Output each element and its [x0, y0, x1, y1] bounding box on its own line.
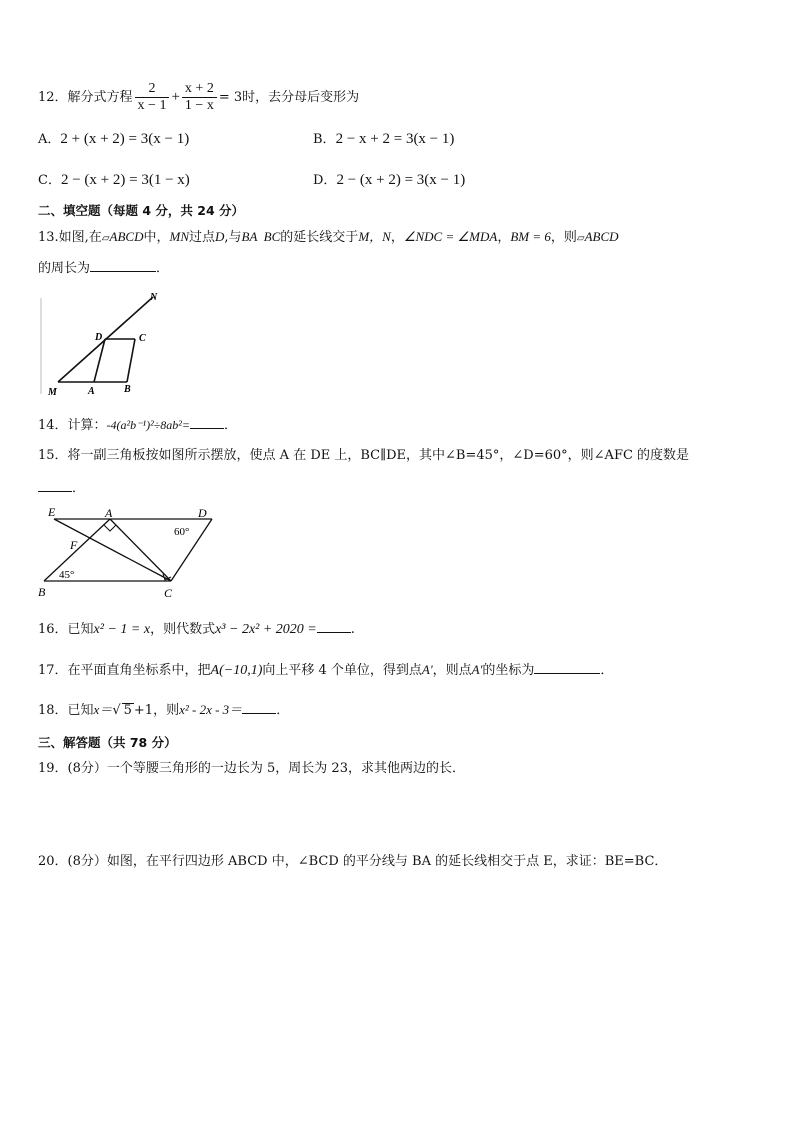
q12-fraction-2: $\frac{x + 2}{1 - x}$ [182, 81, 217, 114]
q12-stem [38, 80, 359, 115]
q12-eq-tail: = 3时，去分母后变形为 [218, 90, 360, 105]
q18-answer-blank[interactable] [242, 701, 276, 714]
q13-figure [38, 290, 168, 400]
label-f: F [70, 538, 78, 552]
line-cb [127, 339, 135, 382]
q13-answer-blank[interactable] [90, 259, 156, 272]
q15-answer-blank[interactable] [38, 479, 72, 492]
angle-45-label: 45° [59, 569, 75, 581]
label-b: B [124, 384, 131, 395]
q12-option-a[interactable]: A．2 + (x + 2) = 3(x − 1) [38, 131, 190, 147]
q20: 20．(8分）如图，在平行四边形 ABCD 中，∠BCD 的平分线与 BA 的延长线相交于点 E，求证：BE=BC． [38, 854, 668, 869]
q14-answer-blank[interactable] [190, 416, 224, 429]
q19: 19．(8分）一个等腰三角形的一边长为 5，周长为 23，求其他两边的长． [38, 761, 465, 776]
q12-option-b[interactable]: B．2 − x + 2 = 3(x − 1) [313, 131, 455, 147]
q17-answer-blank[interactable] [534, 661, 600, 674]
label-b: B [38, 585, 46, 599]
q13-line-1: 13.如图,在▱ABCD中，MN过点D,与BA BC的延长线交于M，N，∠NDC = ∠MDA，BM = 6，则▱ABCD [38, 229, 619, 245]
parallelogram-icon: ▱ [101, 233, 110, 244]
q12-option-d[interactable]: D．2 − (x + 2) = 3(x − 1) [313, 172, 466, 188]
label-a: A [88, 386, 95, 397]
q16-answer-blank[interactable] [317, 620, 351, 633]
line-ac [110, 519, 171, 581]
q18: 18．已知x＝√ 5 +1，则x² - 2x - 3＝ ． [38, 702, 290, 718]
label-d: D [95, 332, 103, 343]
q15-figure [36, 504, 216, 600]
section-2-title: 二、填空题（每题 4 分，共 24 分） [38, 203, 245, 218]
label-a: A [105, 506, 113, 520]
q17: 17．在平面直角坐标系中，把A(−10,1)向上平移 4 个单位，得到点A'，则点A'的坐标为 ． [38, 662, 614, 678]
section-3-title: 三、解答题（共 78 分） [38, 735, 177, 750]
q12-prefix: 12．解分式方程 [38, 90, 133, 105]
q14: 14．计算：-4(a²b⁻¹)²÷8ab²= ． [38, 418, 237, 433]
label-m: M [48, 387, 57, 398]
q15-line-1: 15．将一副三角板按如图所示摆放，使点 A 在 DE 上，BC∥DE，其中∠B=45°，∠D=60°，则∠AFC 的度数是 [38, 448, 690, 463]
label-n: N [150, 292, 158, 303]
label-d: D [198, 506, 207, 520]
q15-line-2: ． [38, 479, 85, 498]
label-c: C [139, 333, 146, 344]
q13-line-2: 的周长为 ． [38, 261, 170, 276]
right-angle-mark-a [104, 525, 116, 531]
q12-fraction-1: $\frac{2}{x - 1}$ [135, 81, 170, 114]
label-e: E [48, 505, 56, 519]
q16: 16．已知x² − 1 = x，则代数式x³ − 2x² + 2020 = . [38, 622, 355, 637]
q12-option-c[interactable]: C．2 − (x + 2) = 3(1 − x) [38, 172, 190, 188]
angle-60-label: 60° [174, 526, 190, 538]
label-c: C [164, 586, 173, 600]
q12-plus: + [171, 89, 180, 105]
parallelogram-icon: ▱ [576, 233, 585, 244]
sqrt-icon: √ [112, 703, 121, 718]
